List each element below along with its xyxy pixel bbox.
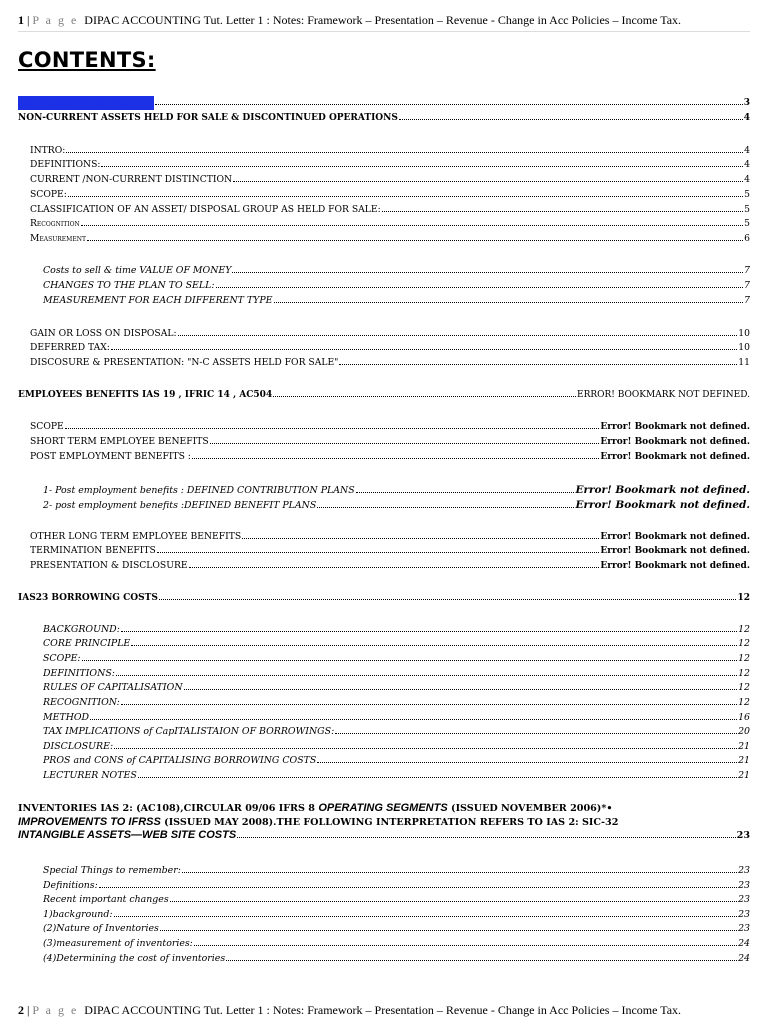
- toc-entry-page: 20: [738, 726, 750, 737]
- toc-entry-page: 24: [738, 938, 750, 949]
- toc-entry-page: 16: [738, 712, 750, 723]
- toc-entry-label: GAIN OR LOSS ON DISPOSAL:: [30, 328, 177, 339]
- toc-entry-label: SCOPE: [30, 421, 64, 432]
- toc-entry-label: TAX IMPLICATIONS of CapITALISTAION OF BORROWINGS:: [43, 726, 335, 737]
- toc-entry-page: 7: [744, 265, 750, 276]
- toc-entry[interactable]: [30, 188, 750, 202]
- toc-entry[interactable]: [30, 530, 750, 544]
- toc-entry[interactable]: [43, 711, 750, 725]
- page-header: 1 | P a g e DIPAC ACCOUNTING Tut. Letter 1 : Notes: Framework – Presentation – Revenue - Change in Acc Policies – Income Tax.: [18, 12, 750, 32]
- toc-entry-label: INTRO:: [30, 145, 66, 156]
- toc-entry-page: 12: [738, 624, 750, 635]
- toc-entry-page: 10: [738, 328, 750, 339]
- toc-entry-page: 3: [743, 98, 750, 108]
- toc-entry-page: 23: [738, 894, 750, 905]
- toc-entry-page: 21: [738, 741, 750, 752]
- toc-entry[interactable]: [43, 681, 750, 695]
- toc-entry-page: 23: [738, 865, 750, 876]
- toc-entry-label: IAS23 BORROWING COSTS: [18, 593, 158, 603]
- toc-entry[interactable]: [43, 908, 750, 922]
- toc-entry[interactable]: [30, 435, 750, 449]
- header-text: DIPAC ACCOUNTING Tut. Letter 1 : Notes: Framework – Presentation – Revenue - Change in Acc Policies – Income Tax.: [84, 13, 682, 27]
- toc-entry-page: 4: [744, 159, 750, 170]
- toc-entry-label: RULES OF CAPITALISATION: [43, 682, 183, 693]
- toc-entry-label: (ISSUED NOVEMBER 2006)*•: [447, 803, 613, 814]
- toc-entry[interactable]: [43, 696, 750, 710]
- toc-entry-page: Error! Bookmark not defined.: [600, 437, 750, 447]
- toc-entry-label: EMPLOYEES BENEFITS IAS 19 , IFRIC 14 , AC504: [18, 390, 273, 400]
- toc-entry[interactable]: [43, 952, 750, 966]
- toc-entry-page: 23: [738, 880, 750, 891]
- toc-entry-page: 5: [744, 204, 750, 215]
- header-page-word: P a g e: [32, 13, 79, 27]
- toc-entry-label: PROS and CONS of CAPITALISING BORROWING COSTS: [43, 755, 317, 766]
- footer-page-number: 2: [18, 1003, 24, 1017]
- toc-entry-label: LECTURER NOTES: [43, 770, 137, 781]
- toc-entry-label: Special Things to remember:: [43, 865, 181, 876]
- toc-entry-page: 6: [744, 233, 750, 244]
- toc-entry-page: Error! Bookmark not defined.: [600, 422, 750, 432]
- toc-entry[interactable]: [18, 591, 750, 605]
- toc-entry-label: MEASUREMENT FOR EACH DIFFERENT TYPE: [43, 295, 273, 306]
- toc-entry-page: 23: [736, 830, 750, 841]
- toc-entry-label: NON-CURRENT ASSETS HELD FOR SALE & DISCONTINUED OPERATIONS: [18, 113, 398, 123]
- toc-entry[interactable]: [43, 740, 750, 754]
- toc-entry[interactable]: [30, 559, 750, 573]
- toc-entry-page: 12: [738, 682, 750, 693]
- toc-entry-label: CLASSIFICATION OF AN ASSET/ DISPOSAL GROUP AS HELD FOR SALE:: [30, 204, 381, 215]
- toc-entry[interactable]: [43, 667, 750, 681]
- toc-entry[interactable]: [43, 279, 750, 293]
- toc-entry-label: DISCOSURE & PRESENTATION: "N-C ASSETS HELD FOR SALE": [30, 357, 339, 368]
- toc-entry-label: DEFINITIONS:: [43, 668, 115, 679]
- toc-entry-label: 2- post employment benefits :DEFINED BENEFIT PLANS: [43, 500, 317, 511]
- toc-entry-label: OTHER LONG TERM EMPLOYEE BENEFITS: [30, 531, 242, 542]
- toc-entry-page: 12: [738, 653, 750, 664]
- toc-entry-page: 4: [744, 145, 750, 156]
- toc-entry-page: 12: [737, 593, 750, 603]
- toc-entry[interactable]: [43, 637, 750, 651]
- toc-entry[interactable]: [30, 450, 750, 464]
- toc-entry-label: 1- Post employment benefits : DEFINED CONTRIBUTION PLANS: [43, 485, 355, 496]
- page-title: CONTENTS:: [18, 48, 156, 72]
- toc-entry-label: Definitions:: [43, 880, 98, 891]
- toc-entry-label: 1)background:: [43, 909, 113, 920]
- header-page-number: 1: [18, 13, 24, 27]
- toc-entry[interactable]: [30, 232, 750, 246]
- toc-entry-label: Recent important changes: [43, 894, 169, 905]
- footer-text: DIPAC ACCOUNTING Tut. Letter 1 : Notes: Framework – Presentation – Revenue - Change in Acc Policies – Income Tax.: [84, 1003, 682, 1017]
- toc-entry-page: Error! Bookmark not defined.: [600, 561, 750, 571]
- toc-entry-label: DISCLOSURE:: [43, 741, 114, 752]
- toc-entry[interactable]: [43, 879, 750, 893]
- toc-entry[interactable]: [43, 922, 750, 936]
- toc-entry[interactable]: [43, 725, 750, 739]
- toc-entry-page: 7: [744, 280, 750, 291]
- toc-entry[interactable]: [30, 327, 750, 341]
- toc-entry-label: SCOPE:: [30, 189, 67, 200]
- toc-entry-page: 23: [738, 923, 750, 934]
- footer-page-word: P a g e: [32, 1003, 79, 1017]
- toc-entry-label: Recognition: [30, 218, 80, 229]
- toc-entry-page: 5: [744, 189, 750, 200]
- toc-entry[interactable]: [43, 483, 750, 498]
- toc-entry[interactable]: [30, 217, 750, 231]
- toc-entry-label: CURRENT /NON-CURRENT DISTINCTION: [30, 174, 233, 185]
- toc-entry[interactable]: [43, 769, 750, 783]
- toc-entry-page: 23: [738, 909, 750, 920]
- toc-entry-label: DEFINITIONS:: [30, 159, 101, 170]
- toc-entry-page: 12: [738, 697, 750, 708]
- toc-entry-page: 5: [744, 218, 750, 229]
- toc-entry[interactable]: [30, 356, 750, 370]
- toc-entry-label: (3)measurement of inventories:: [43, 938, 193, 949]
- toc-entry-label: (4)Determining the cost of inventories: [43, 953, 226, 964]
- toc-entry-label: TO BE SCANNED IN STILL: [18, 98, 154, 108]
- toc-entry-label: Measurement: [30, 233, 86, 244]
- toc-entry-page: Error! Bookmark not defined.: [600, 532, 750, 542]
- toc-entry-label: PRESENTATION & DISCLOSURE: [30, 560, 188, 571]
- toc-entry[interactable]: [43, 893, 750, 907]
- toc-entry[interactable]: [43, 937, 750, 951]
- toc-entry-label: DEFERRED TAX:: [30, 342, 110, 353]
- toc-entry-page: 7: [744, 295, 750, 306]
- toc-entry-label: SCOPE:: [43, 653, 81, 664]
- toc-entry-label: Costs to sell & time VALUE OF MONEY: [43, 265, 232, 276]
- toc-entry[interactable]: [18, 388, 750, 402]
- toc-entry[interactable]: [43, 264, 750, 278]
- toc-entry[interactable]: [18, 111, 750, 125]
- toc-entry-label: IMPROVEMENTS TO IFRSS: [18, 815, 161, 828]
- toc-entry-page: Error! Bookmark not defined.: [600, 452, 750, 462]
- toc-entry-label: RECOGNITION:: [43, 697, 120, 708]
- toc-entry-label: INTANGIBLE ASSETS—WEB SITE COSTS: [18, 829, 237, 841]
- toc-entry-label: METHOD: [43, 712, 90, 723]
- toc-entry[interactable]: [18, 96, 750, 110]
- page-footer: 2 | P a g e DIPAC ACCOUNTING Tut. Letter 1 : Notes: Framework – Presentation – Revenue - Change in Acc Policies – Income Tax.: [18, 1003, 682, 1017]
- toc-entry[interactable]: [30, 158, 750, 172]
- toc-entry-label: SHORT TERM EMPLOYEE BENEFITS: [30, 436, 209, 447]
- toc-entry-label: INVENTORIES IAS 2: (AC108),CIRCULAR 09/06 IFRS 8: [18, 803, 319, 814]
- toc-entry-page: 10: [738, 342, 750, 353]
- toc-entry-page: Error! Bookmark not defined.: [575, 484, 750, 496]
- toc-entry-label: BACKGROUND:: [43, 624, 120, 635]
- toc-entry-page: 4: [743, 113, 750, 123]
- toc-entry-page: 11: [738, 357, 750, 368]
- toc-entry[interactable]: [30, 144, 750, 158]
- toc-entry-inventories[interactable]: [18, 802, 750, 843]
- toc-entry-page: 21: [738, 755, 750, 766]
- toc-entry[interactable]: [43, 623, 750, 637]
- toc-entry[interactable]: [30, 173, 750, 187]
- toc-entry-page: Error! Bookmark not defined.: [575, 499, 750, 511]
- toc-entry-label: POST EMPLOYMENT BENEFITS :: [30, 451, 191, 462]
- toc-entry[interactable]: [30, 341, 750, 355]
- toc-entry-label: CORE PRINCIPLE: [43, 638, 131, 649]
- toc-entry-page: 12: [738, 668, 750, 679]
- toc-entry-page: 4: [744, 174, 750, 185]
- toc-entry-page: 24: [738, 953, 750, 964]
- toc-entry[interactable]: [30, 544, 750, 558]
- toc-entry[interactable]: [43, 498, 750, 513]
- toc-entry[interactable]: [43, 864, 750, 878]
- toc-entry-label: TERMINATION BENEFITS: [30, 545, 156, 556]
- toc-entry-page: 12: [738, 638, 750, 649]
- toc-entry-page: ERROR! BOOKMARK NOT DEFINED.: [577, 390, 750, 400]
- toc-entry[interactable]: [43, 754, 750, 768]
- toc-entry-label: (2)Nature of Inventories: [43, 923, 159, 934]
- toc-entry-label: (ISSUED MAY 2008).THE FOLLOWING INTERPRETATION REFERS TO IAS 2: SIC-32: [160, 816, 619, 828]
- toc-entry[interactable]: [43, 652, 750, 666]
- toc-entry-label: OPERATING SEGMENTS: [318, 802, 448, 814]
- toc-entry-page: Error! Bookmark not defined.: [600, 546, 750, 556]
- toc-entry[interactable]: [30, 203, 750, 217]
- toc-entry-label: CHANGES TO THE PLAN TO SELL:: [43, 280, 215, 291]
- toc-entry[interactable]: [30, 420, 750, 434]
- toc-entry[interactable]: [43, 294, 750, 308]
- toc-entry-page: 21: [738, 770, 750, 781]
